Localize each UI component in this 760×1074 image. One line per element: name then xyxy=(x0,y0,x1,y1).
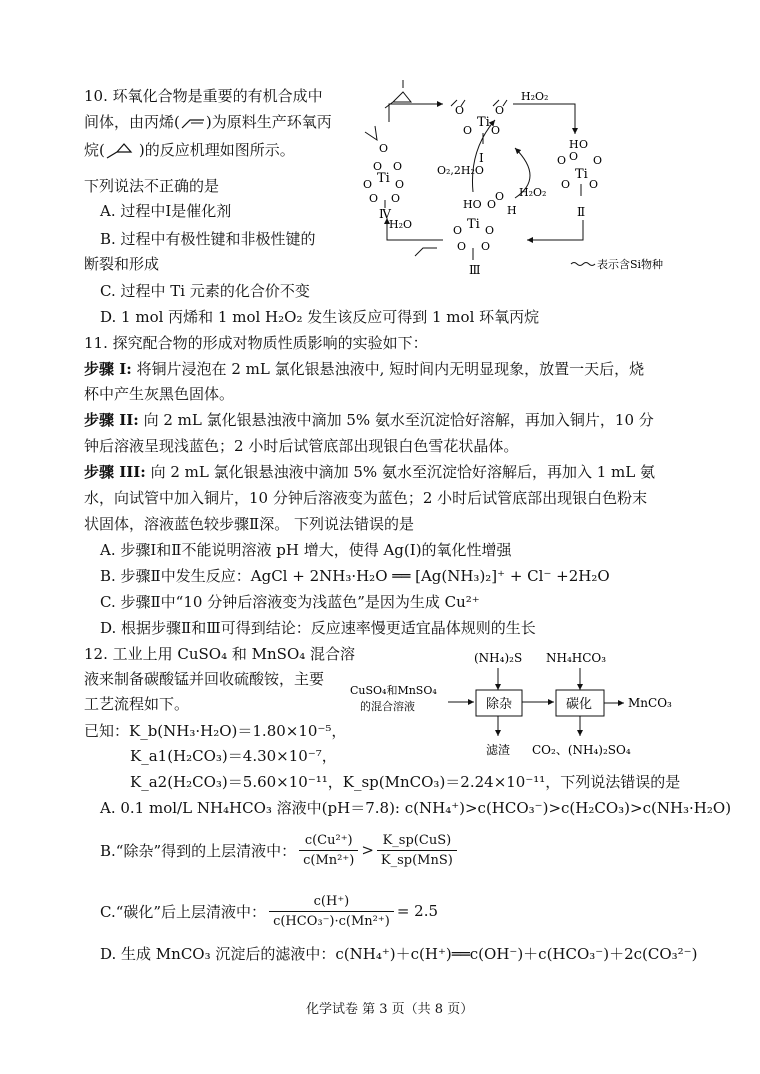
q11-step3-line3: 状固体，溶液蓝色较步骤Ⅱ深。 下列说法错误的是 xyxy=(84,515,414,533)
svg-text:O: O xyxy=(557,154,567,167)
svg-text:Ti: Ti xyxy=(575,167,588,182)
q10-line3-a: 烷( xyxy=(84,141,105,159)
q10-line2-b: )为原料生产环氧丙 xyxy=(205,113,332,131)
q12-option-c-prefix: C.“碳化”后上层清液中： xyxy=(100,902,267,921)
h2o-left-label: H₂O xyxy=(389,218,413,231)
svg-text:碳化: 碳化 xyxy=(566,697,593,712)
svg-text:H: H xyxy=(507,204,517,217)
q12-line3: 工艺流程如下。 xyxy=(84,695,190,713)
q10-mechanism-diagram xyxy=(345,78,685,278)
q11-step3-line2: 水，向试管中加入铜片，10 分钟后溶液变为蓝色；2 小时后试管底部出现银白色粉末 xyxy=(84,489,648,507)
q10-option-d: D. 1 mol 丙烯和 1 mol H₂O₂ 发生该反应可得到 1 mol 环氧丙烷 xyxy=(100,308,540,326)
svg-text:O: O xyxy=(593,154,603,167)
legend-si: 表示含Si物种 xyxy=(597,258,664,271)
o2-h2o-label: O₂,2H₂O xyxy=(437,164,484,177)
q11-step1-line1 xyxy=(84,359,644,379)
label-IV: Ⅳ xyxy=(379,207,391,221)
q12-option-c-eq: = 2.5 xyxy=(396,902,439,920)
svg-text:O: O xyxy=(579,138,589,151)
label-III: Ⅲ xyxy=(469,263,481,277)
q12-known1: 已知：K_b(NH₃·H₂O)＝1.80×10⁻⁵， xyxy=(84,722,347,740)
svg-text:O: O xyxy=(395,178,405,191)
q11-step1-text1: 将铜片浸泡在 2 mL 氯化银悬浊液中, 短时间内无明显现象，放置一天后，烧 xyxy=(131,360,645,378)
q12-process-flowchart xyxy=(346,646,676,760)
h2o2-right-label: H₂O₂ xyxy=(519,186,547,199)
svg-text:O: O xyxy=(589,178,599,191)
q10-option-c: C. 过程中 Ti 元素的化合价不变 xyxy=(100,282,310,300)
q12-option-b-gt: > xyxy=(361,841,374,859)
label-I: I xyxy=(479,151,484,165)
svg-text:O: O xyxy=(373,160,383,173)
species-IV xyxy=(363,126,404,221)
species-II xyxy=(557,138,602,219)
q12-option-a: A. 0.1 mol/L NH₄HCO₃ 溶液中(pH＝7.8): c(NH₄⁺)>c(HCO₃⁻)>c(H₂CO₃)>c(NH₃·H₂O) xyxy=(100,799,732,817)
q11-option-c: C. 步骤Ⅱ中“10 分钟后溶液变为浅蓝色”是因为生成 Cu²⁺ xyxy=(100,593,480,611)
waste-co2-ammonium-sulfate: CO₂、(NH₄)₂SO₄ xyxy=(532,743,631,757)
q12-option-c-fraction: $\frac{c(H^+)}{\text{c(HCO₃⁻)·c(Mn²⁺)}}$ xyxy=(269,894,394,929)
svg-text:O: O xyxy=(561,178,571,191)
q11-step3-line1 xyxy=(84,462,655,482)
svg-text:O: O xyxy=(363,178,373,191)
q12-option-b-prefix: B.“除杂”得到的上层清液中： xyxy=(100,841,297,860)
label-II: Ⅱ xyxy=(577,205,586,219)
q12-option-c xyxy=(100,886,438,936)
svg-text:O: O xyxy=(453,224,463,237)
svg-text:O: O xyxy=(495,190,505,203)
svg-text:HO: HO xyxy=(463,198,482,211)
h2o2-top-label: H₂O₂ xyxy=(521,90,549,103)
svg-text:O: O xyxy=(481,240,491,253)
reagent-nh4hco3: NH₄HCO₃ xyxy=(546,651,607,665)
waste-residue: 滤渣 xyxy=(486,743,511,757)
product-mnco3: MnCO₃ xyxy=(628,696,672,710)
q11-option-a: A. 步骤Ⅰ和Ⅱ不能说明溶液 pH 增大，使得 Ag(I)的氧化性增强 xyxy=(100,541,512,559)
q10-line3-b: )的反应机理如图所示。 xyxy=(138,141,295,159)
q10-option-a: A. 过程中I是催化剂 xyxy=(100,202,232,220)
svg-text:O: O xyxy=(463,124,473,137)
svg-text:H: H xyxy=(569,138,579,151)
svg-text:Ti: Ti xyxy=(377,171,390,186)
q11-intro: 11. 探究配合物的形成对物质性质影响的实验如下： xyxy=(84,334,428,352)
q10-line1: 10. 环氧化合物是重要的有机合成中 xyxy=(84,87,323,105)
q11-step1-label: 步骤 I: xyxy=(84,360,132,378)
q10-option-b1: B. 过程中有极性键和非极性键的 xyxy=(100,230,316,248)
species-I xyxy=(451,100,507,165)
feed-line2: 的混合溶液 xyxy=(360,700,415,713)
q10-line4: 下列说法不正确的是 xyxy=(84,177,220,195)
q12-known3: K_a2(H₂CO₃)＝5.60×10⁻¹¹，K_sp(MnCO₃)＝2.24×10⁻¹¹，下列说法错误的是 xyxy=(130,773,681,791)
svg-text:O: O xyxy=(369,192,379,205)
svg-text:除杂: 除杂 xyxy=(486,697,513,712)
q11-step2-label: 步骤 II: xyxy=(84,411,139,429)
q12-line2: 液来制备碳酸锰并回收硫酸铵，主要 xyxy=(84,670,325,688)
reagent-nh4-2s: (NH₄)₂S xyxy=(474,651,523,665)
q11-step1-line2: 杯中产生灰黑色固体。 xyxy=(84,385,235,403)
svg-text:Ti: Ti xyxy=(467,217,480,232)
q11-step3-label: 步骤 III: xyxy=(84,463,146,481)
q10-line2-a: 间体，由丙烯( xyxy=(84,113,180,131)
q10-line3 xyxy=(84,140,295,160)
svg-text:O: O xyxy=(491,124,501,137)
q11-option-d: D. 根据步骤Ⅱ和Ⅲ可得到结论：反应速率慢更适宜晶体规则的生长 xyxy=(100,619,536,637)
q11-option-b: B. 步骤Ⅱ中发生反应：AgCl + 2NH₃·H₂O ══ [Ag(NH₃)₂]⁺ + Cl⁻ +2H₂O xyxy=(100,567,610,585)
q11-step3-text1: 向 2 mL 氯化银悬浊液中滴加 5% 氨水至沉淀恰好溶解后，再加入 1 mL 氨 xyxy=(145,463,655,481)
propene-structure-icon xyxy=(180,116,206,130)
q12-known2: K_a1(H₂CO₃)＝4.30×10⁻⁷， xyxy=(130,747,337,765)
q12-option-d: D. 生成 MnCO₃ 沉淀后的滤液中：c(NH₄⁺)＋c(H⁺)══c(OH⁻)＋c(HCO₃⁻)＋2c(CO₃²⁻) xyxy=(100,945,698,963)
epoxypropane-structure-icon xyxy=(105,142,139,160)
feed-line1: CuSO₄和MnSO₄ xyxy=(350,684,437,697)
q10-line2 xyxy=(84,112,332,132)
q12-option-b-fraction1: $\frac{\text{c(Cu²⁺)}}{\text{c(Mn²⁺)}}$ xyxy=(299,833,358,868)
q12-option-b xyxy=(100,826,460,874)
svg-text:O: O xyxy=(457,240,467,253)
q11-step2-text1: 向 2 mL 氯化银悬浊液中滴加 5% 氨水至沉淀恰好溶解，再加入铜片，10 分 xyxy=(138,411,654,429)
svg-text:O: O xyxy=(393,160,403,173)
svg-text:O: O xyxy=(569,150,579,163)
page-footer: 化学试卷 第 3 页（共 8 页） xyxy=(306,1002,474,1017)
si-species-icon xyxy=(571,263,595,266)
svg-text:Ti: Ti xyxy=(477,115,490,130)
q12-line1: 12. 工业上用 CuSO₄ 和 MnSO₄ 混合溶 xyxy=(84,645,356,663)
species-III xyxy=(453,190,517,277)
q11-step2-line2: 钟后溶液呈现浅蓝色；2 小时后试管底部出现银白色雪花状晶体。 xyxy=(84,437,519,455)
q12-option-b-fraction2: $\frac{\text{K\_sp(CuS)}}{\text{K\_sp(MnS)}}$ xyxy=(377,833,457,868)
svg-text:O: O xyxy=(495,104,505,117)
svg-text:O: O xyxy=(391,192,401,205)
propene-input-icon xyxy=(415,248,437,256)
q10-option-b2: 断裂和形成 xyxy=(84,255,160,273)
svg-text:O: O xyxy=(455,104,465,117)
svg-text:O: O xyxy=(379,142,389,155)
svg-text:O: O xyxy=(487,198,497,211)
svg-text:O: O xyxy=(485,224,495,237)
q11-step2-line1 xyxy=(84,410,654,430)
